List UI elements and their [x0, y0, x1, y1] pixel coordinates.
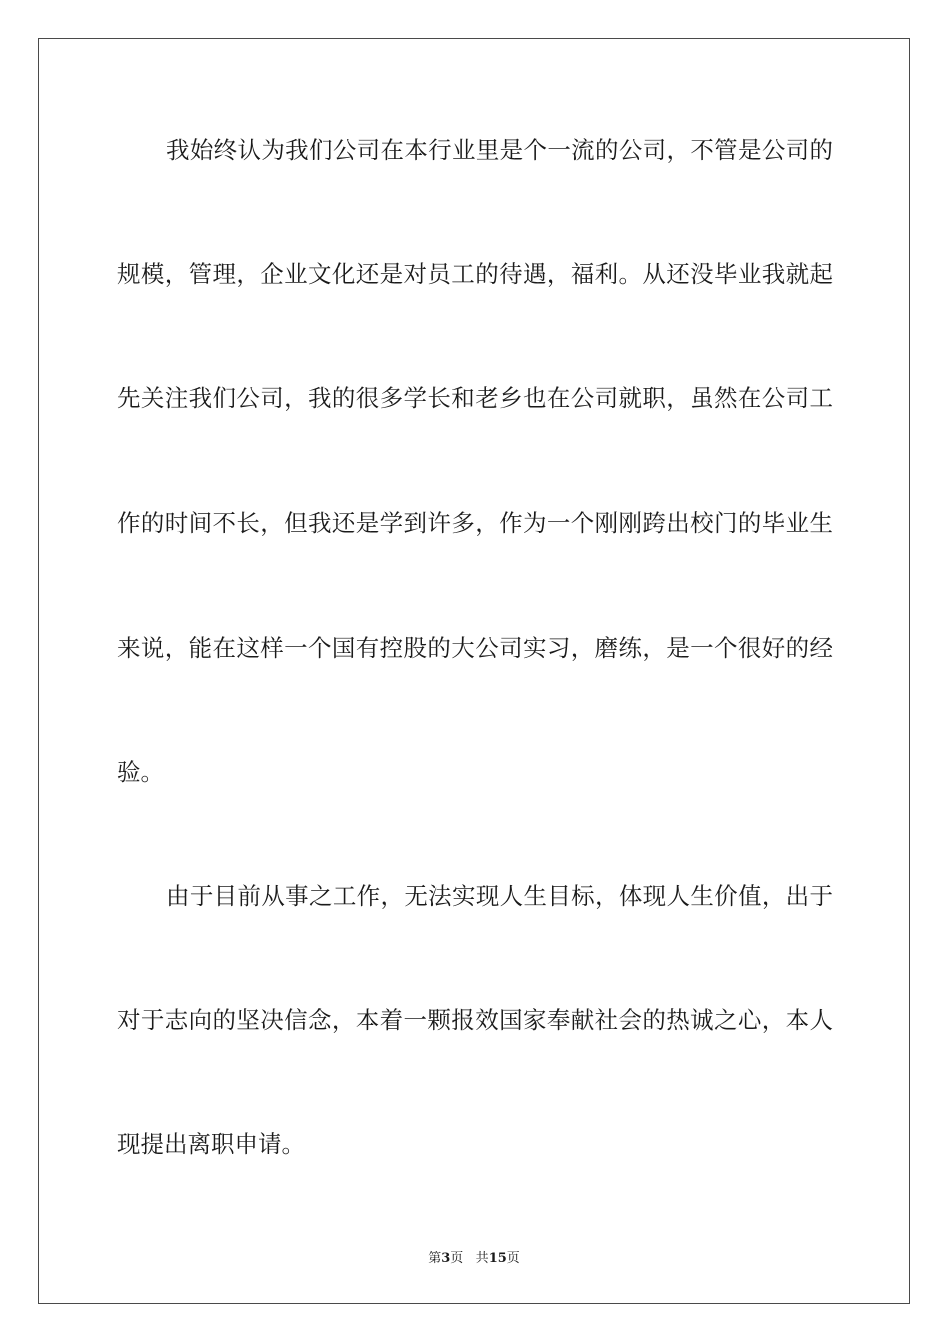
page-suffix: 页	[450, 1251, 464, 1266]
document-page	[38, 38, 910, 1304]
total-prefix: 共	[475, 1251, 489, 1266]
text-line: 先关注我们公司，我的很多学长和老乡也在公司就职，虽然在公司工	[117, 384, 833, 412]
text-line: 我始终认为我们公司在本行业里是个一流的公司，不管是公司的	[166, 136, 833, 164]
text-line: 作的时间不长，但我还是学到许多，作为一个刚刚跨出校门的毕业生	[117, 509, 833, 537]
text-line: 验。	[117, 758, 164, 786]
page-footer	[39, 1247, 909, 1266]
total-pages: 15	[488, 1251, 507, 1266]
page-number: 3	[441, 1251, 451, 1266]
text-line: 对于志向的坚决信念，本着一颗报效国家奉献社会的热诚之心，本人	[117, 1006, 833, 1034]
text-line: 规模，管理，企业文化还是对员工的待遇，福利。从还没毕业我就起	[117, 260, 833, 288]
text-line: 现提出离职申请。	[117, 1130, 305, 1158]
text-line: 来说，能在这样一个国有控股的大公司实习，磨练，是一个很好的经	[117, 634, 833, 662]
text-line: 由于目前从事之工作，无法实现人生目标，体现人生价值，出于	[166, 882, 833, 910]
total-suffix: 页	[506, 1251, 520, 1266]
page-prefix: 第	[428, 1251, 442, 1266]
